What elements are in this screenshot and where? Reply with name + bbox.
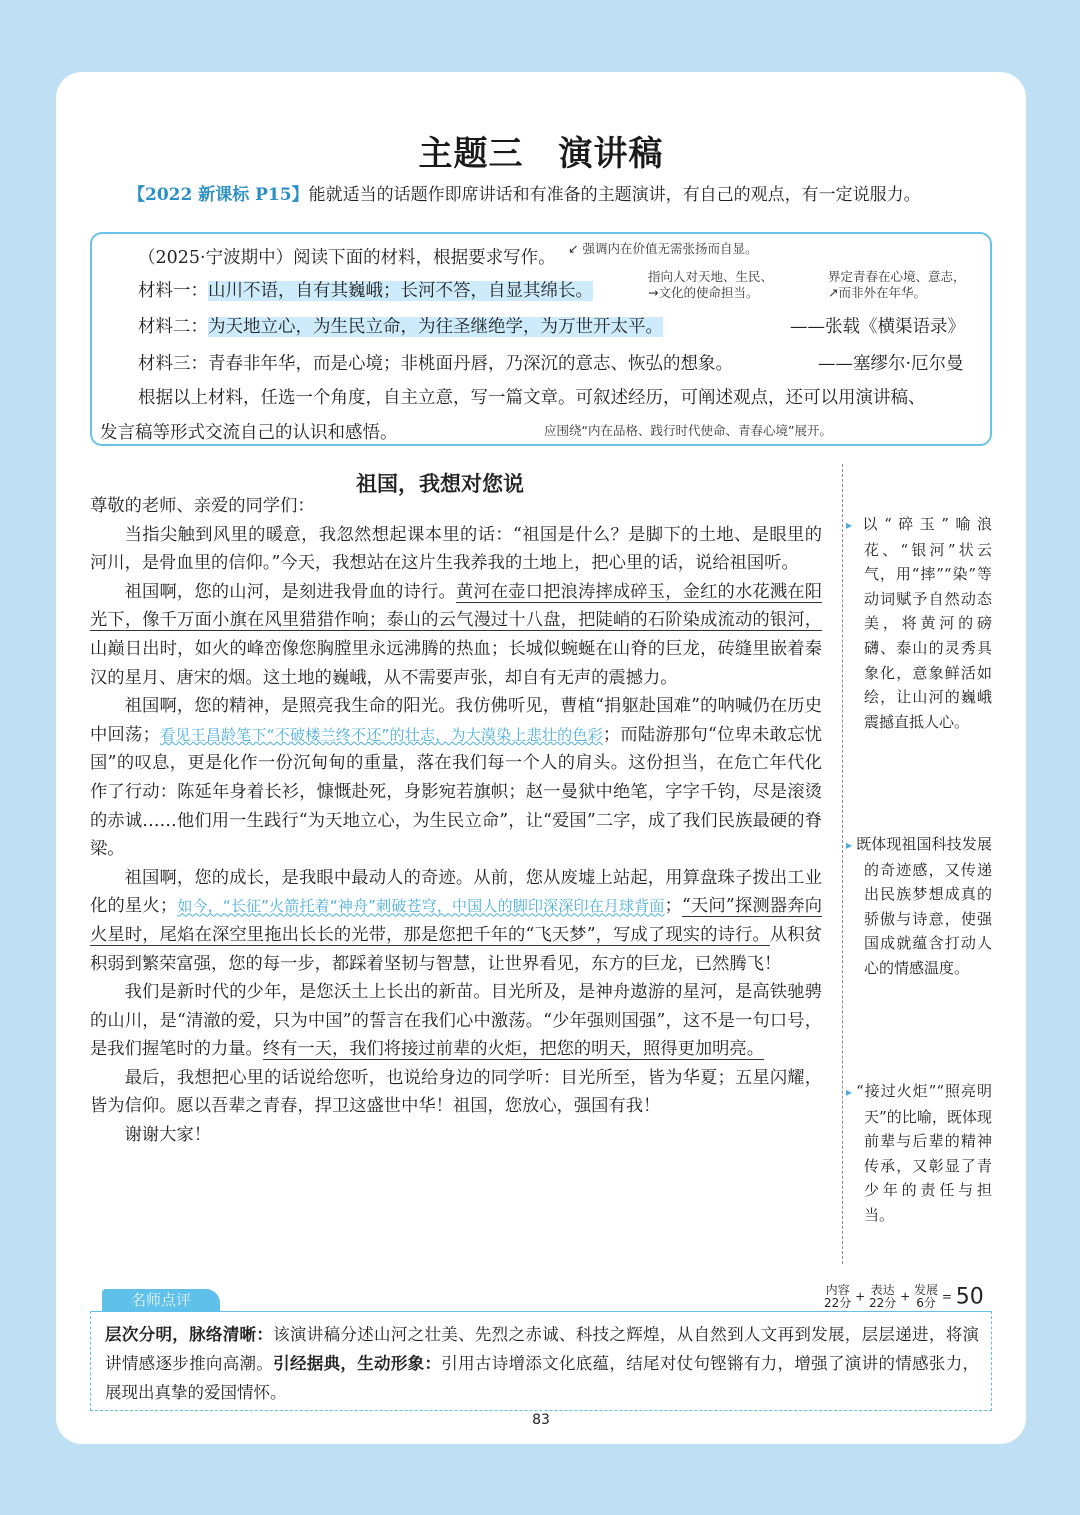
standard-text: 能就适当的话题作即席讲话和有准备的主题演讲，有自己的观点，有一定说服力。 [308,185,921,205]
paragraph-5: 我们是新时代的少年，是您沃土上长出的新苗。目光所及，是神舟遨游的星河，是高铁驰骋的山川，是“清澈的爱，只为中国”的誓言在我们心中激荡。“少年强则国强”，这不是一句口号，是我们握笔时的力量。终有一天，我们将接过前辈的火炬，把您的明天，照得更加明亮。 [90,982,822,1060]
speech-body [90,492,822,1150]
annotation-m2: 指向人对天地、生民、 →文化的使命担当。 [648,269,774,300]
score-content: 内容 22分 [824,1283,852,1310]
arrow-icon: ▸ [846,518,853,532]
prompt-intro: （2025·宁波期中）阅读下面的材料，根据要求写作。 [138,248,556,268]
textbook-page [56,72,1026,1444]
material-three-source: ——塞缪尔·厄尔曼 [818,354,964,374]
material-two-source: ——张载《横渠语录》 [790,317,965,337]
paragraph-6: 最后，我想把心里的话说给您听，也说给身边的同学听：目光所至，皆为华夏；五星闪耀，皆为信仰。愿以吾辈之青春，捍卫这盛世中华！祖国，您放心，强国有我！ [90,1067,822,1117]
annotation-m1: ↙ 强调内在价值无需张扬而自显。 [568,241,758,256]
speech-title: 祖国，我想对您说 [356,472,524,496]
margin-divider [842,464,843,1264]
curriculum-standard [128,180,921,205]
paragraph-4: 祖国啊，您的成长，是我眼中最动人的奇迹。从前，您从废墟上站起，用算盘珠子拨出工业化的星火；如今，“长征”火箭托着“神舟”刺破苍穹，中国人的脚印深深印在月球背面；“天问”探测器奔向火星时，尾焰在深空里拖出长长的光带，那是您把千年的“飞天梦”，写成了现实的诗行。从积贫积弱到繁荣富强，您的每一步，都踩着坚韧与智慧，让世界看见，东方的巨龙，已然腾飞！ [90,867,822,974]
page-title: 主题三 演讲稿 [418,134,664,174]
annotation-requirement: 应围绕“内在品格、践行时代使命、青春心境”展开。 [544,423,832,438]
side-note-1: ▸ 以“碎玉”喻浪花、“银河”状云气，用“摔”“染”等动词赋予自然动态美，将黄河的磅礴、泰山的灵秀具象化，意象鲜活如绘，让山河的巍峨震撼直抵人心。 [846,515,992,731]
score-summary: 内容 22分 + 表达 22分 + 发展 6分 = 50 [824,1283,984,1310]
paragraph-1: 当指尖触到风里的暖意，我忽然想起课本里的话：“祖国是什么？是脚下的土地、是眼里的河川，是骨血里的信仰。”今天，我想站在这片生我养我的土地上，把心里的话，说给祖国听。 [90,524,822,574]
page-number: 83 [532,1412,550,1428]
review-tab: 名师点评 [102,1289,220,1311]
score-expression: 表达 22分 [869,1283,897,1310]
speech-greeting: 尊敬的老师、亲爱的同学们： [90,496,315,516]
score-total: 50 [955,1284,984,1310]
side-note-2: ▸ 既体现祖国科技发展的奇迹感，又传递出民族梦想成真的骄傲与诗意，使强国成就蕴含打动人心的情感温度。 [846,835,992,977]
standard-tag: 【2022 新课标 P15】 [128,185,309,205]
paragraph-3: 祖国啊，您的精神，是照亮我生命的阳光。我仿佛听见，曹植“捐躯赴国难”的呐喊仍在历史中回荡；看见王昌龄笔下“不破楼兰终不还”的壮志，为大漠染上悲壮的色彩；而陆游那句“位卑未敢忘忧国”的叹息，更是化作一份沉甸甸的重量，落在我们每一个人的肩头。这份担当，在危亡年代化作了行动：陈延年身着长衫，慷慨赴死，身影宛若旗帜；赵一曼狱中绝笔，字字千钧，尽是滚烫的赤诚……他们用一生践行“为天地立心，为生民立命”，让“爱国”二字，成了我们民族最硬的脊梁。 [90,696,822,860]
underlined-mountains: 黄河在壶口把浪涛摔成碎玉，金红的水花溅在阳光下，像千万面小旗在风里猎猎作响；泰山的云气漫过十八盘，把陡峭的石阶染成流动的银河， [90,581,822,631]
wavy-underline-wang: 看见王昌龄笔下“不破楼兰终不还”的壮志，为大漠染上悲壮的色彩 [159,725,603,744]
paragraph-2: 祖国啊，您的山河，是刻进我骨血的诗行。黄河在壶口把浪涛摔成碎玉，金红的水花溅在阳光下，像千万面小旗在风里猎猎作响；泰山的云气漫过十八盘，把陡峭的石阶染成流动的银河，山巅日出时，如火的峰峦像您胸膛里永远沸腾的热血；长城似蜿蜒在山脊的巨龙，砖缝里嵌着秦汉的星月、唐宋的烟。这土地的巍峨，从不需要声张，却自有无声的震撼力。 [90,581,822,688]
writing-prompt-box [90,232,992,446]
score-development: 发展 6分 [914,1283,939,1310]
material-two: 材料二：为天地立心，为生民立命，为往圣继绝学，为万世开太平。 [138,317,663,337]
prompt-requirement-line1: 根据以上材料，任选一个角度，自主立意，写一篇文章。可叙述经历，可阐述观点，还可以用演讲稿、 [138,388,926,408]
prompt-requirement-line2: 发言稿等形式交流自己的认识和感悟。 [100,423,398,443]
wavy-underline-space: 如今，“长征”火箭托着“神舟”刺破苍穹，中国人的脚印深深印在月球背面 [177,897,665,916]
arrow-icon: ▸ [846,838,853,852]
material-three: 材料三：青春非年华，而是心境；非桃面丹唇，乃深沉的意志、恢弘的想象。 [138,354,733,374]
arrow-icon: ▸ [846,1085,853,1099]
material-one: 材料一：山川不语，自有其巍峨；长河不答，自显其绵长。 [138,281,593,301]
underlined-tianwen: “天问”探测器奔向火星时，尾焰在深空里拖出长长的光带，那是您把千年的“飞天梦”，写成了现实的诗行。 [90,896,822,945]
side-note-3: ▸ “接过火炬”“照亮明天”的比喻，既体现前辈与后辈的精神传承，又彰显了青少年的责任与担当。 [846,1082,992,1224]
speech-closing: 谢谢大家！ [124,1125,212,1146]
annotation-m3: 界定青春在心境、意志， ↗而非外在年华。 [828,269,966,300]
underlined-torch: 终有一天，我们将接过前辈的火炬，把您的明天，照得更加明亮。 [262,1039,764,1060]
teacher-review: 层次分明，脉络清晰：该演讲稿分述山河之壮美、先烈之赤诚、科技之辉煌，从自然到人文再到发展，层层递进，将演讲情感逐步推向高潮。引经据典，生动形象：引用古诗增添文化底蕴，结尾对仗句铿锵有力，增强了演讲的情感张力，展现出真挚的爱国情怀。 [90,1311,992,1411]
